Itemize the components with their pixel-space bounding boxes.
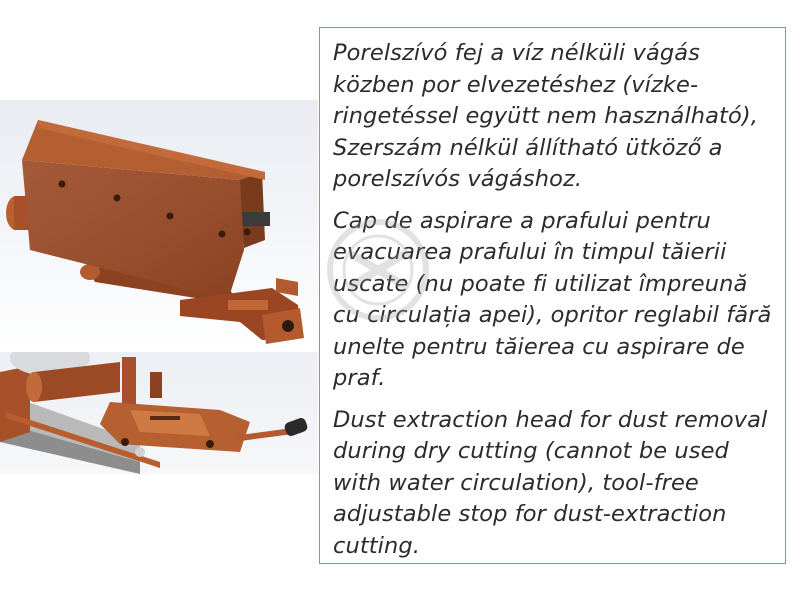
description-frame bbox=[319, 27, 786, 564]
dust-extraction-head-render bbox=[0, 100, 318, 350]
description-english: Dust extraction head for dust removal during dry cutting (cannot be used with water circulation), tool-free adjustable stop for dust-extraction cutting. bbox=[333, 406, 768, 559]
saw-assembly-drawing bbox=[0, 352, 318, 474]
description-hungarian: Porelszívó fej a víz nélküli vágás közben por elvezetéshez (vízkeringetéssel együtt nem használható), Szerszám nélkül állítható ütköző a porelszívós vágáshoz. bbox=[333, 40, 758, 192]
saw-assembly-render bbox=[0, 352, 318, 474]
description-romanian: Cap de aspirare a prafului pentru evacuarea prafului în timpul tăierii uscate (nu poate fi utilizat împreună cu circulația apei), opritor reglabil fără unelte pentru tăierea cu aspirare de praf. bbox=[333, 207, 772, 391]
dust-extraction-head-drawing bbox=[0, 100, 318, 350]
